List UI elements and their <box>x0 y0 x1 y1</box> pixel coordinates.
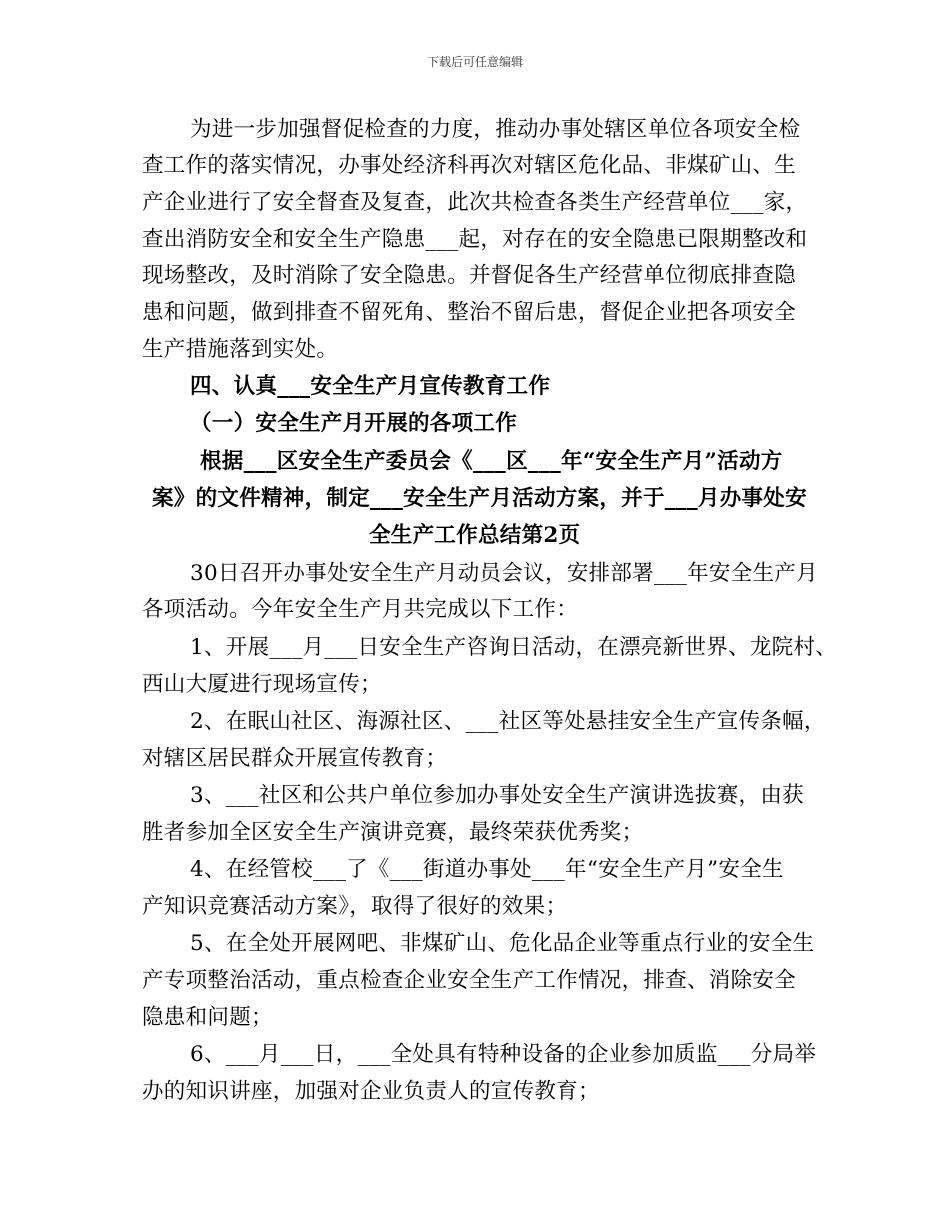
page-header: 下载后可任意编辑 <box>426 55 523 69</box>
paragraph-line: 现场整改，及时消除了安全隐患。并督促各生产经营单位彻底排查隐 <box>142 263 797 288</box>
list-item-line: 西山大厦进行现场宣传； <box>142 672 382 697</box>
list-item-line: 隐患和问题； <box>142 1005 273 1030</box>
list-item-line: 办的知识讲座，加强对企业负责人的宣传教育； <box>142 1079 600 1104</box>
paragraph-line: 查工作的落实情况，办事处经济科再次对辖区危化品、非煤矿山、生 <box>142 153 797 178</box>
list-item-line: 3、___社区和公共户单位参加办事处安全生产演讲选拔赛，由获 <box>190 783 804 808</box>
paragraph-line: 30日召开办事处安全生产月动员会议，安排部署___年安全生产月 <box>190 561 818 586</box>
list-item-line: 产知识竞赛活动方案》，取得了很好的效果； <box>142 894 568 919</box>
list-item-line: 4、在经管校___了《___街道办事处___年“安全生产月”安全生 <box>190 857 784 882</box>
paragraph-line: 产企业进行了安全督查及复查，此次共检查各类生产经营单位___家， <box>142 190 808 215</box>
paragraph-line: 查出消防安全和安全生产隐患___起，对存在的安全隐患已限期整改和 <box>142 227 808 252</box>
list-item-line: 6、___月___日，___全处具有特种设备的企业参加质监___分局举 <box>190 1042 817 1067</box>
paragraph-line: 生产措施落到实处。 <box>142 337 339 362</box>
paragraph-line: 患和问题，做到排查不留死角、整治不留后患，督促企业把各项安全 <box>142 300 797 325</box>
list-item-line: 5、在全处开展网吧、非煤矿山、危化品企业等重点行业的安全生 <box>190 931 815 956</box>
paragraph-line: 全生产工作总结第2页 <box>369 523 581 548</box>
list-item-line: 对辖区居民群众开展宣传教育； <box>142 746 448 771</box>
subsection-heading: （一）安全生产月开展的各项工作 <box>190 411 518 436</box>
list-item-line: 胜者参加全区安全生产演讲竞赛，最终荣获优秀奖； <box>142 820 644 845</box>
paragraph-line: 案》的文件精神，制定___安全生产月活动方案，并于___月办事处安 <box>152 486 807 511</box>
section-heading: 四、认真___安全生产月宣传教育工作 <box>190 374 551 399</box>
list-item-line: 产专项整治活动，重点检查企业安全生产工作情况，排查、消除安全 <box>142 968 797 993</box>
paragraph-line: 为进一步加强督促检查的力度，推动办事处辖区单位各项安全检 <box>190 117 801 142</box>
paragraph-line: 各项活动。今年安全生产月共完成以下工作： <box>142 597 579 622</box>
paragraph-line: 根据___区安全生产委员会《___区___年“安全生产月”活动方 <box>200 449 783 474</box>
list-item-line: 1、开展___月___日安全生产咨询日活动，在漂亮新世界、龙院村、 <box>190 635 838 660</box>
list-item-line: 2、在眠山社区、海源社区、___社区等处悬挂安全生产宣传条幅， <box>190 709 826 734</box>
